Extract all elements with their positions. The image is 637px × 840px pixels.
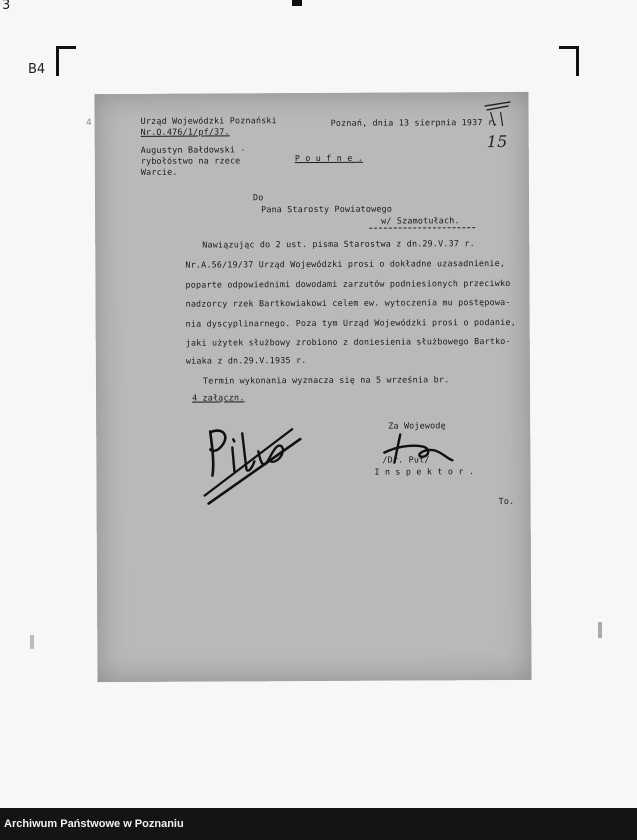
body-line-3: poparte odpowiednimi dowodami zarzutów podniesionych przeciwko — [185, 277, 511, 290]
office-reference: Nr.O.476/1/pf/37. — [140, 126, 230, 137]
archive-footer — [0, 808, 637, 840]
subject-line-1: Augustyn Bałdowski - — [140, 144, 246, 155]
film-tick-top — [292, 0, 302, 6]
film-corner-number: 3 — [2, 0, 11, 13]
classification-label: P o u f n e . — [294, 152, 363, 164]
place-date: Poznań, dnia 13 sierpnia 1937 r. — [330, 117, 499, 128]
signature-name: /Dr. Put/ — [382, 454, 430, 465]
subject-line-2: rybołóstwo na rzece — [140, 155, 241, 166]
body-line-2: Nr.A.56/19/37 Urząd Wojewódzki prosi o dokładne uzasadnienie, — [185, 257, 506, 270]
addressee-do: Do — [252, 192, 264, 203]
corner-mark-right-horizontal — [559, 46, 579, 49]
handwritten-initials-pilne — [200, 417, 310, 508]
page-number: 15 — [486, 131, 508, 152]
subject-line-3: Warcie. — [140, 166, 178, 177]
body-line-1: Nawiązując do 2 ust. pisma Starostwa z dn.29.V.37 r. — [202, 238, 475, 250]
attachments-count: 4 załączn. — [192, 392, 245, 403]
body-line-7: wiaka z dn.29.V.1935 r. — [185, 355, 307, 366]
archive-name: Archiwum Państwowe w Poznaniu — [4, 818, 184, 830]
addressee-name: Pana Starosty Powiatowego — [261, 203, 393, 215]
film-margin-mark: 4 — [86, 118, 92, 128]
office-name: Urząd Wojewódzki Poznański — [140, 115, 277, 126]
distribution-note: To. — [498, 495, 515, 507]
deadline-line: Termin wykonania wyznacza się na 5 września br. — [202, 374, 450, 386]
corner-mark-right-vertical — [576, 46, 579, 76]
film-tick-left — [30, 635, 34, 649]
film-frame-code: B4 — [28, 62, 46, 77]
document-sheet — [94, 92, 531, 682]
corner-mark-left-horizontal — [56, 46, 76, 49]
corner-mark-left-vertical — [56, 46, 59, 76]
addressee-underline — [369, 227, 475, 229]
addressee-place: w/ Szamotułach. — [381, 215, 460, 226]
body-line-5: nia dyscyplinarnego. Poza tym Urząd Wojewódzki prosi o podanie, — [185, 316, 516, 329]
handwritten-page-number-strike — [480, 96, 520, 126]
signature-title: I n s p e k t o r . — [374, 466, 475, 477]
body-line-6: jaki użytek służbowy zrobiono z doniesienia służbowego Bartko- — [185, 335, 511, 348]
body-line-4: nadzorcy rzek Bartkowiakowi celem ew. wytoczenia mu postępowa- — [185, 296, 511, 309]
signature-for: Za Wojewodę — [388, 420, 446, 431]
film-tick-right — [598, 622, 602, 638]
